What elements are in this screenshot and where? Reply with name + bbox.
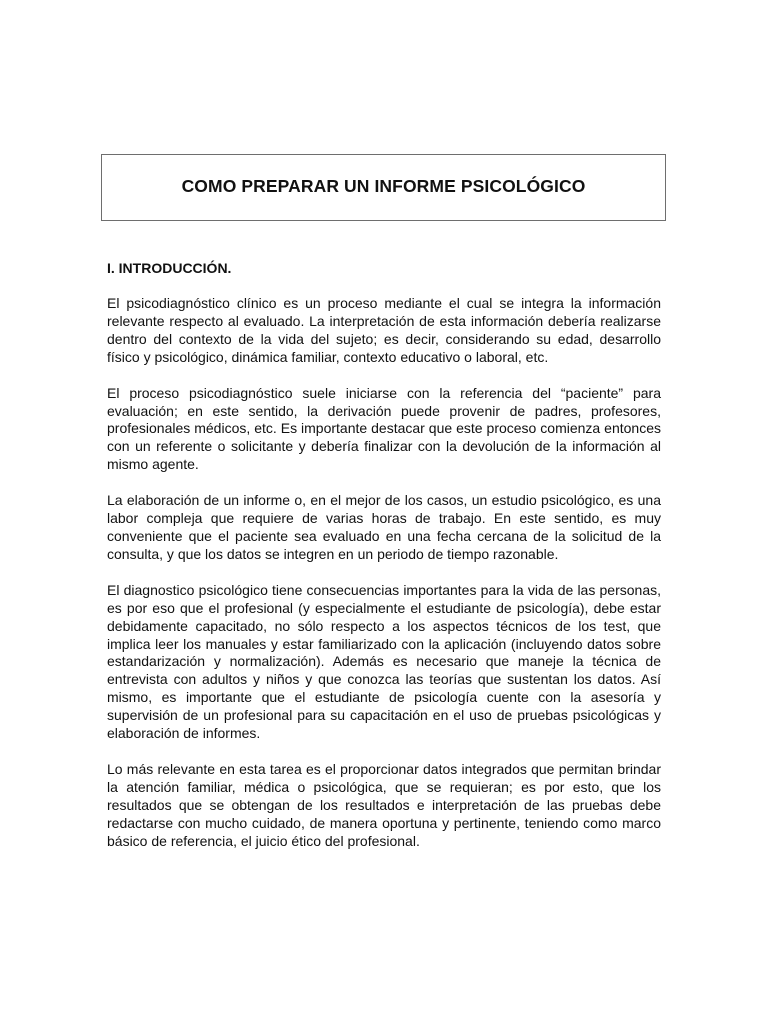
paragraph: La elaboración de un informe o, en el mejor de los casos, un estudio psicológico, es una labor compleja que requiere de varias horas de trabajo. En este sentido, es muy conveniente que el paciente sea evaluado en una fecha cercana de la solicitud de la consulta, y que los datos se integren en un periodo de tiempo razonable. [107,492,661,562]
paragraph: El psicodiagnóstico clínico es un proceso mediante el cual se integra la información relevante respecto al evaluado. La interpretación de esta información debería realizarse dentro del contexto de la vida del sujeto; es decir, considerando su edad, desarrollo físico y psicológico, dinámica familiar, contexto educativo o laboral, etc. [107,295,661,365]
title-box [101,154,666,221]
section-heading: I. INTRODUCCIÓN. [107,260,232,276]
paragraph: El proceso psicodiagnóstico suele iniciarse con la referencia del “paciente” para evaluación; en este sentido, la derivación puede provenir de padres, profesores, profesionales médicos, etc. Es importante destacar que este proceso comienza entonces con un referente o solicitante y debería finalizar con la devolución de la información al mismo agente. [107,384,661,473]
paragraph: Lo más relevante en esta tarea es el proporcionar datos integrados que permitan brindar la atención familiar, médica o psicológica, que se requieran; es por esto, que los resultados que se obtengan de los resultados e interpretación de las pruebas debe redactarse con mucho cuidado, de manera oportuna y pertinente, teniendo como marco básico de referencia, el juicio ético del profesional. [107,760,661,849]
document-body [107,259,661,868]
paragraph: El diagnostico psicológico tiene consecuencias importantes para la vida de las personas, es por eso que el profesional (y especialmente el estudiante de psicología), debe estar debidamente capacitado, no sólo respecto a los aspectos técnicos de los test, que implica leer los manuales y estar familiarizado con la aplicación (incluyendo datos sobre estandarización y normalización). Además es necesario que maneje la técnica de entrevista con adultos y niños y que conozca las teorías que sustentan los datos. Así mismo, es importante que el estudiante de psicología cuente con la asesoría y supervisión de un profesional para su capacitación en el uso de pruebas psicológicas y elaboración de informes. [107,581,661,742]
document-title: COMO PREPARAR UN INFORME PSICOLÓGICO [181,175,586,196]
